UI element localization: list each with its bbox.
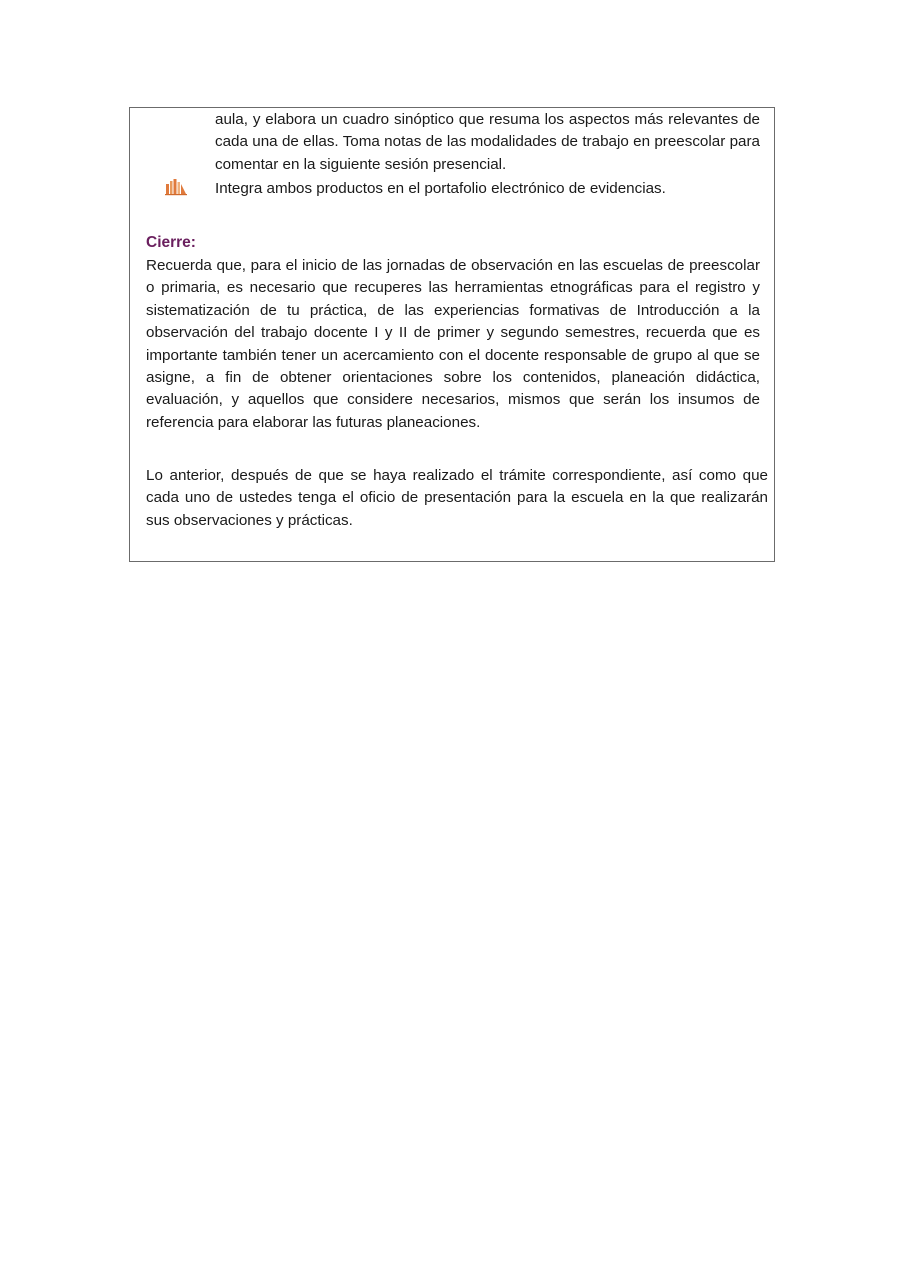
follow-up-paragraph: Lo anterior, después de que se haya realizado el trámite correspondiente, así como que cada uno de ustedes tenga el oficio de presentación para la escuela en la que realizarán sus observaciones y prácticas.	[146, 467, 768, 529]
activity-instructions-paragraph: aula, y elabora un cuadro sinóptico que resuma los aspectos más relevantes de cada una de ellas. Toma notas de las modalidades de trabajo en preescolar para comentar en la siguiente sesión presencial.	[215, 111, 760, 173]
portfolio-instruction: Integra ambos productos en el portafolio electrónico de evidencias.	[215, 180, 666, 197]
activity-box	[129, 107, 775, 562]
books-icon	[164, 178, 188, 196]
cierre-heading: Cierre:	[146, 234, 196, 251]
cierre-paragraph: Recuerda que, para el inicio de las jornadas de observación en las escuelas de preescolar o primaria, es necesario que recuperes las herramientas etnográficas para el registro y sistematización de tu práctica, de las experiencias formativas de Introducción a la observación del trabajo docente I y II de primer y segundo semestres, recuerda que es importante también tener un acercamiento con el docente responsable de grupo al que se asigne, a fin de obtener orientaciones sobre los contenidos, planeación didáctica, evaluación, y aquellos que considere necesarios, mismos que serán los insumos de referencia para elaborar las futuras planeaciones.	[146, 257, 760, 431]
